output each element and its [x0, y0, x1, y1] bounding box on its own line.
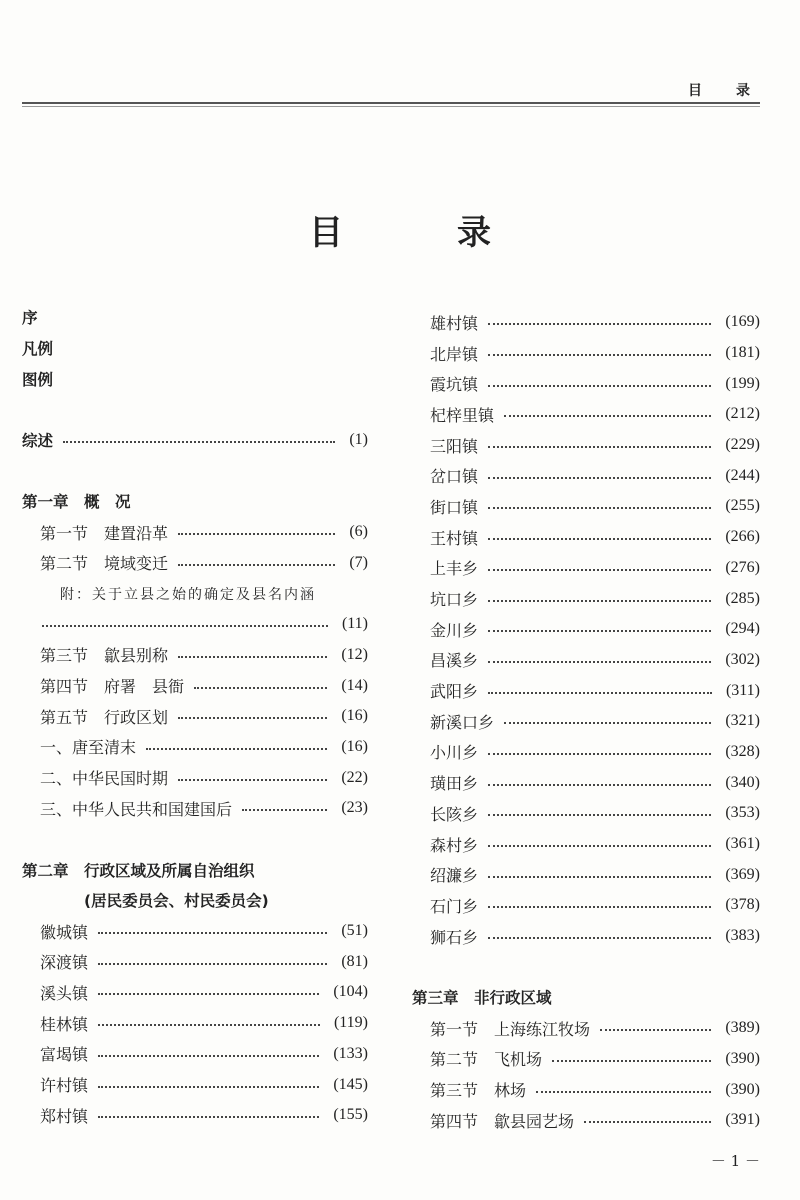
toc-entry-page: (6) [349, 523, 368, 541]
toc-entry[interactable] [22, 793, 368, 824]
toc-entry[interactable] [22, 946, 368, 977]
dot-leader [194, 687, 327, 689]
dot-leader [488, 906, 711, 908]
toc-entry[interactable] [22, 762, 368, 793]
toc-group [412, 982, 760, 1135]
toc-entry-title: 富堨镇 [40, 1045, 89, 1065]
toc-entry[interactable] [22, 425, 368, 456]
toc-entry-title: 第一节 建置沿革 [40, 523, 169, 543]
toc-entry-page: (12) [341, 645, 368, 663]
toc-entry-page: (383) [725, 927, 760, 945]
toc-entry[interactable] [412, 522, 760, 553]
toc-entry[interactable] [22, 701, 368, 732]
toc-entry-title: 岔口镇 [430, 467, 479, 487]
toc-entry-title: 第四节 府署 县衙 [40, 677, 185, 697]
dot-leader [178, 656, 327, 658]
toc-entry-page: (169) [725, 313, 760, 331]
toc-entry[interactable] [412, 1044, 760, 1075]
toc-entry-title: 第二章 行政区域及所属自治组织 [22, 861, 255, 880]
toc-entry-page: (340) [725, 773, 760, 791]
toc-entry[interactable] [412, 1013, 760, 1044]
toc-entry-title: 绍濂乡 [430, 866, 479, 886]
dot-leader [98, 1116, 319, 1118]
toc-entry-page: (133) [333, 1044, 368, 1062]
dot-leader [178, 779, 327, 781]
dot-leader [488, 354, 711, 356]
toc-entry[interactable] [412, 583, 760, 614]
toc-entry[interactable] [412, 798, 760, 829]
toc-entry[interactable] [22, 1100, 368, 1131]
toc-entry[interactable] [412, 829, 760, 860]
toc-entry[interactable] [412, 553, 760, 584]
toc-entry-title: 金川乡 [430, 620, 479, 640]
dot-leader [488, 876, 711, 878]
toc-entry-title: 凡例 [22, 340, 54, 359]
toc-group [22, 302, 368, 394]
toc-entry-page: (1) [349, 431, 368, 449]
dot-leader [552, 1060, 711, 1062]
toc-entry-title: 图例 [22, 370, 54, 389]
toc-entry-title: 雄村镇 [430, 313, 479, 333]
toc-entry[interactable] [22, 977, 368, 1008]
toc-entry[interactable] [22, 517, 368, 548]
toc-entry[interactable] [412, 767, 760, 798]
toc-entry-page: (391) [725, 1111, 760, 1129]
toc-group [22, 486, 368, 824]
toc-entry-title: 三阳镇 [430, 436, 479, 456]
page-number: － 1 － [710, 1152, 760, 1170]
dot-leader [146, 748, 327, 750]
toc-entry[interactable] [412, 645, 760, 676]
toc-entry-page: (16) [341, 737, 368, 755]
toc-entry[interactable] [22, 578, 368, 609]
toc-entry[interactable] [412, 368, 760, 399]
toc-entry-page: (14) [341, 676, 368, 694]
toc-entry[interactable] [412, 460, 760, 491]
toc-entry[interactable] [412, 430, 760, 461]
toc-entry-page: (390) [725, 1049, 760, 1067]
dot-leader [584, 1121, 711, 1123]
toc-entry-page: (276) [725, 558, 760, 576]
toc-entry-title: 霞坑镇 [430, 375, 479, 395]
toc-entry-page: (104) [333, 983, 368, 1001]
toc-entry-page: (199) [725, 374, 760, 392]
dot-leader [488, 507, 711, 509]
toc-entry-page: (294) [725, 620, 760, 638]
toc-entry-title: 三、中华人民共和国建国后 [40, 799, 233, 819]
toc-entry-page: (119) [333, 1014, 368, 1032]
dot-leader [488, 661, 711, 663]
toc-entry-title: 王村镇 [430, 528, 479, 548]
toc-entry-title: 溪头镇 [40, 983, 89, 1003]
dot-leader [536, 1091, 711, 1093]
dot-leader [98, 993, 319, 995]
toc-entry-title: 第三章 非行政区域 [412, 989, 552, 1008]
toc-entry-title: (居民委员会、村民委员会) [84, 892, 269, 911]
toc-entry-title: 武阳乡 [430, 682, 479, 702]
toc-entry[interactable] [412, 859, 760, 890]
toc-entry-page: (51) [341, 922, 368, 940]
toc-entry-title: 第三节 林场 [430, 1081, 527, 1101]
dot-leader [488, 630, 711, 632]
running-head: 目 录 [688, 83, 760, 99]
dot-leader [98, 932, 327, 934]
toc-entry-title: 综述 [22, 432, 54, 451]
toc-entry[interactable] [22, 363, 368, 394]
toc-entry-title: 长陔乡 [430, 804, 479, 824]
toc-entry-page: (390) [725, 1080, 760, 1098]
toc-entry-title: 璜田乡 [430, 774, 479, 794]
toc-entry-title: 深渡镇 [40, 953, 89, 973]
dot-leader [98, 963, 327, 965]
dot-leader [178, 533, 335, 535]
toc-entry-title: 第二节 境域变迁 [40, 554, 169, 574]
toc-entry[interactable] [22, 1069, 368, 1100]
dot-leader [98, 1024, 320, 1026]
toc-entry-title: 街口镇 [430, 497, 479, 517]
toc-entry[interactable] [22, 333, 368, 364]
toc-entry[interactable] [22, 670, 368, 701]
toc-group [22, 425, 368, 456]
toc-entry-title: 北岸镇 [430, 344, 479, 364]
toc-entry-page: (369) [725, 865, 760, 883]
toc-entry[interactable] [412, 307, 760, 338]
toc-entry-title: 小川乡 [430, 743, 479, 763]
toc-entry[interactable] [22, 732, 368, 763]
toc-entry[interactable] [412, 338, 760, 369]
dot-leader [488, 446, 711, 448]
toc-entry[interactable] [22, 302, 368, 333]
dot-leader [178, 564, 335, 566]
toc-left-column [22, 302, 368, 1131]
toc-entry-page: (212) [725, 405, 760, 423]
toc-entry[interactable] [22, 640, 368, 671]
toc-entry-page: (321) [725, 712, 760, 730]
toc-entry[interactable] [412, 614, 760, 645]
dot-leader [488, 538, 711, 540]
toc-entry-page: (229) [725, 436, 760, 454]
toc-entry-title: 徽城镇 [40, 922, 89, 942]
toc-entry-page: (266) [725, 528, 760, 546]
toc-entry-page: (11) [341, 615, 368, 633]
toc-entry[interactable] [22, 609, 368, 640]
dot-leader [178, 717, 327, 719]
toc-entry-title: 许村镇 [40, 1076, 89, 1096]
toc-entry-page: (302) [725, 650, 760, 668]
toc-entry[interactable] [412, 890, 760, 921]
toc-entry-page: (361) [725, 835, 760, 853]
toc-entry-title: 坑口乡 [430, 590, 479, 610]
toc-entry-title: 第四节 歙县园艺场 [430, 1111, 575, 1131]
toc-entry-page: (22) [341, 768, 368, 786]
dot-leader [488, 569, 711, 571]
toc-entry[interactable] [412, 706, 760, 737]
toc-entry-title: 桂林镇 [40, 1014, 89, 1034]
toc-entry[interactable] [412, 1105, 760, 1136]
toc-entry[interactable] [22, 854, 368, 885]
toc-entry-page: (155) [333, 1106, 368, 1124]
toc-entry-title: 森村乡 [430, 835, 479, 855]
toc-entry-page: (328) [725, 742, 760, 760]
toc-entry-title: 狮石乡 [430, 927, 479, 947]
header-rule-thin [22, 106, 760, 107]
toc-entry-title: 郑村镇 [40, 1106, 89, 1126]
dot-leader [488, 814, 711, 816]
dot-leader [98, 1055, 319, 1057]
toc-entry-page: (244) [725, 466, 760, 484]
toc-right-column [412, 307, 760, 1136]
toc-entry[interactable] [22, 885, 368, 916]
toc-entry-title: 杞梓里镇 [430, 405, 495, 425]
dot-leader [488, 937, 711, 939]
toc-entry-title: 二、中华民国时期 [40, 769, 169, 789]
toc-entry-title: 第五节 行政区划 [40, 707, 169, 727]
toc-entry[interactable] [412, 491, 760, 522]
toc-entry-title: 第一章 概 况 [22, 493, 131, 512]
dot-leader [488, 845, 711, 847]
toc-entry[interactable] [22, 916, 368, 947]
toc-entry[interactable] [22, 1008, 368, 1039]
page-title: 目 录 [309, 213, 531, 253]
toc-entry-page: (285) [725, 589, 760, 607]
toc-entry-title: 昌溪乡 [430, 651, 479, 671]
dot-leader [488, 784, 711, 786]
toc-entry-page: (23) [341, 799, 368, 817]
toc-entry[interactable] [22, 548, 368, 579]
dot-leader [600, 1029, 711, 1031]
dot-leader [488, 692, 712, 694]
dot-leader [488, 477, 711, 479]
toc-entry[interactable] [412, 982, 760, 1013]
dot-leader [504, 415, 711, 417]
toc-entry-title: 序 [22, 309, 38, 328]
dot-leader [42, 625, 328, 627]
toc-entry[interactable] [412, 1074, 760, 1105]
dot-leader [488, 385, 711, 387]
toc-group [22, 854, 368, 1130]
toc-entry-title: 一、唐至清末 [40, 738, 137, 758]
toc-entry-title: 附：关于立县之始的确定及县名内涵 [60, 586, 316, 603]
toc-entry-title: 新溪口乡 [430, 712, 495, 732]
toc-entry[interactable] [412, 675, 760, 706]
toc-entry-page: (16) [341, 707, 368, 725]
dot-leader [63, 441, 335, 443]
toc-entry-title: 第一节 上海练江牧场 [430, 1019, 591, 1039]
toc-entry-page: (311) [725, 681, 760, 699]
dot-leader [488, 600, 711, 602]
toc-entry[interactable] [22, 1039, 368, 1070]
toc-entry-title: 石门乡 [430, 896, 479, 916]
toc-entry-page: (145) [333, 1075, 368, 1093]
toc-entry-title: 第三节 歙县别称 [40, 646, 169, 666]
toc-entry-page: (7) [349, 553, 368, 571]
dot-leader [242, 809, 327, 811]
dot-leader [98, 1086, 319, 1088]
toc-entry-title: 上丰乡 [430, 559, 479, 579]
dot-leader [488, 323, 711, 325]
toc-entry-title: 第二节 飞机场 [430, 1050, 543, 1070]
toc-entry-page: (255) [725, 497, 760, 515]
toc-entry-page: (353) [725, 804, 760, 822]
header-rule [22, 102, 760, 104]
toc-group [412, 307, 760, 951]
dot-leader [488, 753, 711, 755]
toc-entry-page: (181) [725, 344, 760, 362]
toc-entry-page: (378) [725, 896, 760, 914]
toc-entry[interactable] [412, 737, 760, 768]
toc-entry[interactable] [412, 399, 760, 430]
toc-entry[interactable] [412, 921, 760, 952]
toc-entry-page: (389) [725, 1019, 760, 1037]
toc-entry[interactable] [22, 486, 368, 517]
dot-leader [504, 722, 711, 724]
toc-entry-page: (81) [341, 952, 368, 970]
